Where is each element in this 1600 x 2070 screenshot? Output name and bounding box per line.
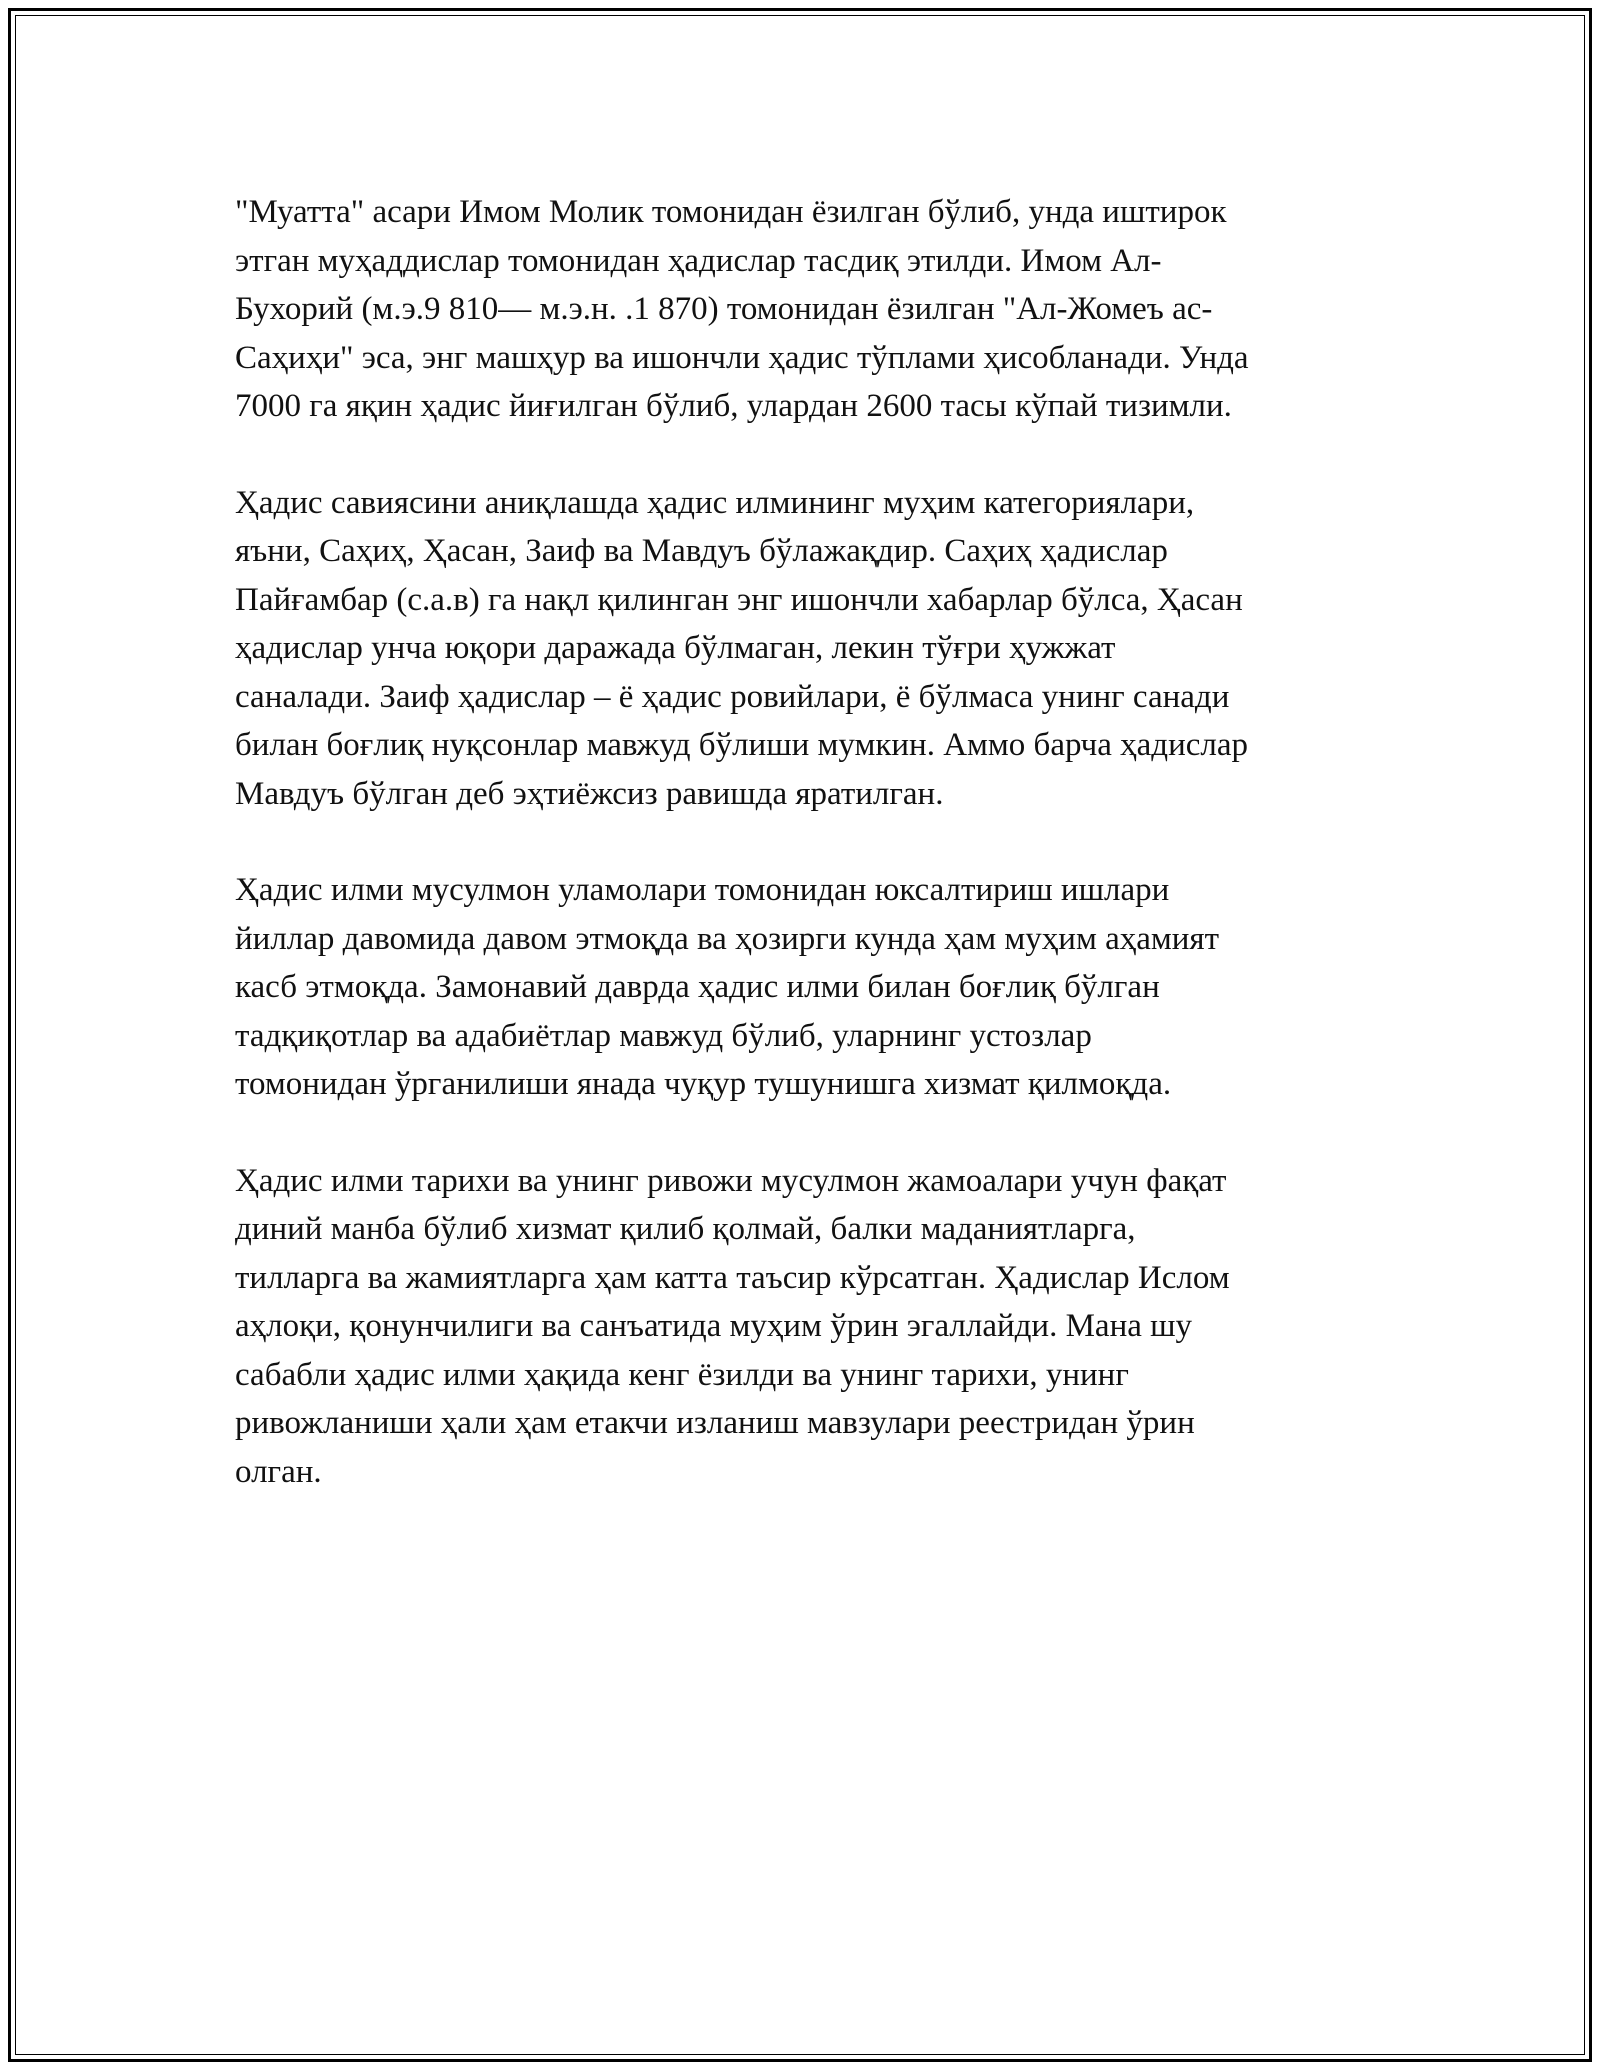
text-line: 7000 га яқин ҳадис йиғилган бўлиб, улардан 2600 тасы кўпай тизимли. (235, 388, 1232, 424)
text-line: ҳадислар унча юқори даражада бўлмаган, лекин тўғри ҳужжат (235, 630, 1116, 666)
text-line: аҳлоқи, қонунчилиги ва санъатида муҳим ўрин эгаллайди. Мана шу (235, 1308, 1193, 1344)
paragraph-2 (235, 479, 1385, 819)
document-body (235, 188, 1385, 1544)
text-line: яъни, Саҳиҳ, Ҳасан, Заиф ва Мавдуъ бўлажақдир. Саҳиҳ ҳадислар (235, 533, 1168, 569)
text-line: сабабли ҳадис илми ҳақида кенг ёзилди ва унинг тарихи, унинг (235, 1356, 1129, 1393)
text-line: "Муатта" асари Имом Молик томонидан ёзилган бўлиб, унда иштирок (235, 194, 1227, 230)
text-line: Ҳадис илми мусулмон уламолари томонидан юксалтириш ишлари (235, 872, 1170, 908)
text-line: Мавдуъ бўлган деб эҳтиёжсиз равишда яратилган. (235, 775, 944, 812)
text-line: касб этмоқда. Замонавий даврда ҳадис илми билан боғлиқ бўлган (235, 969, 1160, 1005)
text-line: тадқиқотлар ва адабиётлар мавжуд бўлиб, уларнинг устозлар (235, 1017, 1092, 1054)
paragraph-1 (235, 188, 1385, 431)
text-line: йиллар давомида давом этмоқда ва ҳозирги кунда ҳам муҳим аҳамият (235, 920, 1220, 957)
text-line: Ҳадис илми тарихи ва унинг ривожи мусулмон жамоалари учун фақат (235, 1162, 1227, 1199)
text-line: Пайғамбар (с.а.в) га нақл қилинган энг ишончли хабарлар бўлса, Ҳасан (235, 581, 1243, 618)
text-line: Бухорий (м.э.9 810— м.э.н. .1 870) томонидан ёзилган "Ал-Жомеъ ас- (235, 291, 1213, 327)
text-line: диний манба бўлиб хизмат қилиб қолмай, балки маданиятларга, (235, 1211, 1136, 1247)
text-line: саналади. Заиф ҳадислар – ё ҳадис ровийлари, ё бўлмаса унинг санади (235, 678, 1230, 715)
paragraph-4 (235, 1157, 1385, 1497)
text-line: этган муҳаддислар томонидан ҳадислар тасдиқ этилди. Имом Ал- (235, 242, 1162, 279)
text-line: Ҳадис савиясини аниқлашда ҳадис илмининг муҳим категориялари, (235, 484, 1195, 521)
text-line: Саҳиҳи" эса, энг машҳур ва ишончли ҳадис тўплами ҳисобланади. Унда (235, 339, 1249, 376)
text-line: томонидан ўрганилиши янада чуқур тушунишга хизмат қилмоқда. (235, 1066, 1172, 1102)
text-line: ривожланиши ҳали ҳам етакчи изланиш мавзулари реестридан ўрин (235, 1405, 1195, 1441)
text-line: олган. (235, 1453, 322, 1490)
paragraph-3 (235, 866, 1385, 1109)
text-line: тилларга ва жамиятларга ҳам катта таъсир кўрсатган. Ҳадислар Ислом (235, 1259, 1230, 1296)
text-line: билан боғлиқ нуқсонлар мавжуд бўлиши мумкин. Аммо барча ҳадислар (235, 727, 1249, 763)
